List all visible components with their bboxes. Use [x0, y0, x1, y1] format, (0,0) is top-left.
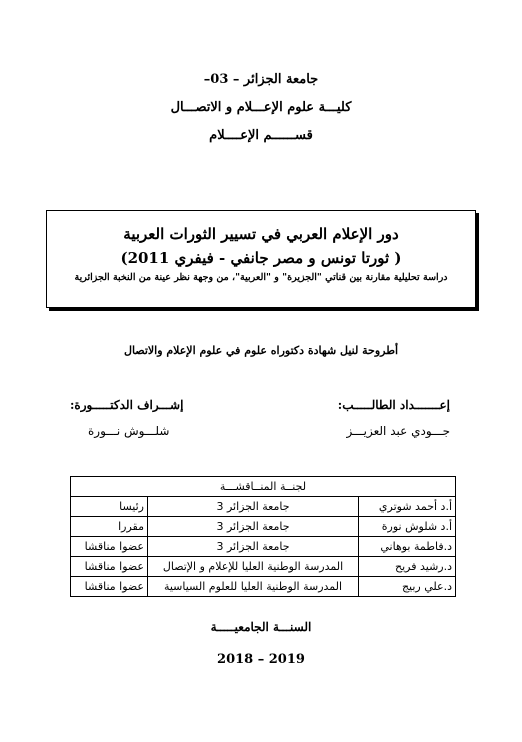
thesis-title-box [46, 210, 476, 308]
thesis-title-main: دور الإعلام العربي في تسيير الثورات العربية [123, 225, 399, 243]
thesis-statement: أطروحة لنيل شهادة دكتوراه علوم في علوم الإعلام والاتصال [123, 344, 399, 357]
member-role: عضوا مناقشا [71, 557, 148, 577]
committee-row [71, 537, 456, 557]
member-name: د.علي ربيج [359, 577, 456, 597]
committee-row [71, 577, 456, 597]
academic-year-label: السنـــة الجامعيـــــة [210, 620, 312, 634]
academic-year-value: 2018 – 2019 [217, 652, 305, 667]
supervisor-label: إشـــراف الدكتـــــورة: [70, 398, 184, 412]
committee-rows [71, 497, 456, 597]
member-institution: جامعة الجزائر 3 [148, 497, 359, 517]
member-role: عضوا مناقشا [71, 537, 148, 557]
committee-row [71, 517, 456, 537]
member-role: رئيسا [71, 497, 148, 517]
university-name: جامعة الجزائر – 03– [203, 72, 319, 87]
member-role: عضوا مناقشا [71, 577, 148, 597]
faculty-name: كليـــة علوم الإعـــلام و الاتصـــال [170, 100, 352, 115]
student-name: جـــودي عبد العزيـــز [346, 424, 450, 438]
committee-row [71, 497, 456, 517]
member-institution: المدرسة الوطنية العليا للعلوم السياسية [148, 577, 359, 597]
member-institution: جامعة الجزائر 3 [148, 537, 359, 557]
member-institution: جامعة الجزائر 3 [148, 517, 359, 537]
committee-header-row [71, 477, 456, 497]
member-name: د.رشيد فريح [359, 557, 456, 577]
member-name: د.فاطمة بوهاني [359, 537, 456, 557]
student-label: إعـــــــداد الطالـــــب: [337, 398, 450, 412]
thesis-title-subtitle: ( ثورتا تونس و مصر جانفي - فيفري 2011) [120, 249, 402, 267]
thesis-title-description: دراسة تحليلية مقارنة بين قناتي "الجزيرة" و "العربية"، من وجهة نظر عينة من النخبة الجزائرية [74, 272, 448, 283]
member-role: مقررا [71, 517, 148, 537]
member-institution: المدرسة الوطنية العليا للإعلام و الإتصال [148, 557, 359, 577]
committee-row [71, 557, 456, 577]
member-name: أ.د شلوش نورة [359, 517, 456, 537]
member-name: أ.د أحمد شوتري [359, 497, 456, 517]
supervisor-name: شلـــوش نـــورة [88, 424, 170, 438]
committee-table [70, 476, 456, 597]
department-name: قســــــم الإعــــلام [209, 128, 313, 143]
committee-title: لجنــة المنــاقشـــة [71, 477, 456, 497]
